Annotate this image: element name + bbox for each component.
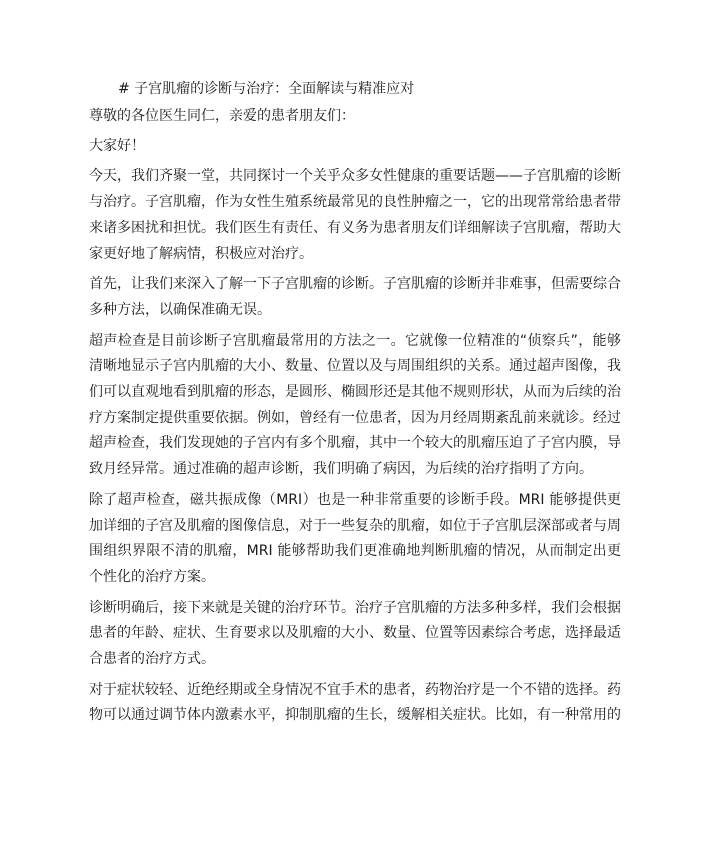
greeting-paragraph: 大家好！ — [89, 137, 145, 154]
drug-treatment-paragraph: 对于症状较轻、近绝经期或全身情况不宜手术的患者，药物治疗是一个不错的选择。药物可以通过调节体内激素水平，抑制肌瘤的生长，缓解相关症状。比如，有一种常用的 — [89, 681, 621, 724]
document-page — [89, 78, 621, 729]
diagnosis-intro-paragraph: 首先，让我们来深入了解一下子宫肌瘤的诊断。子宫肌瘤的诊断并非难事，但需要综合多种方法，以确保准确无误。 — [89, 276, 621, 318]
treatment-intro-paragraph: 诊断明确后，接下来就是关键的治疗环节。治疗子宫肌瘤的方法多种多样，我们会根据患者的年龄、症状、生育要求以及肌瘤的大小、数量、位置等因素综合考虑，选择最适合患者的治疗方式。 — [89, 599, 621, 668]
mri-paragraph: 除了超声检查，磁共振成像（MRI）也是一种非常重要的诊断手段。MRI 能够提供更加详细的子宫及肌瘤的图像信息，对于一些复杂的肌瘤，如位于子宫肌层深部或者与周围组织界限不清的肌瘤，MRI 能够帮助我们更准确地判断肌瘤的情况，从而制定出更个性化的治疗方案。 — [89, 491, 621, 585]
ultrasound-paragraph: 超声检查是目前诊断子宫肌瘤最常用的方法之一。它就像一位精准的“侦察兵”，能够清晰地显示子宫内肌瘤的大小、数量、位置以及与周围组织的关系。通过超声图像，我们可以直观地看到肌瘤的形态，是圆形、椭圆形还是其他不规则形状，从而为后续的治疗方案制定提供重要依据。例如，曾经有一位患者，因为月经周期紊乱前来就诊。经过超声检查，我们发现她的子宫内有多个肌瘤，其中一个较大的肌瘤压迫了子宫内膜，导致月经异常。通过准确的超声诊断，我们明确了病因，为后续的治疗指明了方向。 — [89, 332, 621, 478]
document-heading: # 子宫肌瘤的诊断与治疗：全面解读与精准应对 — [118, 81, 415, 97]
intro-paragraph: 今天，我们齐聚一堂，共同探讨一个关乎众多女性健康的重要话题——子宫肌瘤的诊断与治疗。子宫肌瘤，作为女性生殖系统最常见的良性肿瘤之一，它的出现常常给患者带来诸多困扰和担忧。我们医生有责任、有义务为患者朋友们详细解读子宫肌瘤，帮助大家更好地了解病情，积极应对治疗。 — [89, 168, 621, 262]
salutation-paragraph: 尊敬的各位医生同仁，亲爱的患者朋友们： — [89, 108, 355, 124]
